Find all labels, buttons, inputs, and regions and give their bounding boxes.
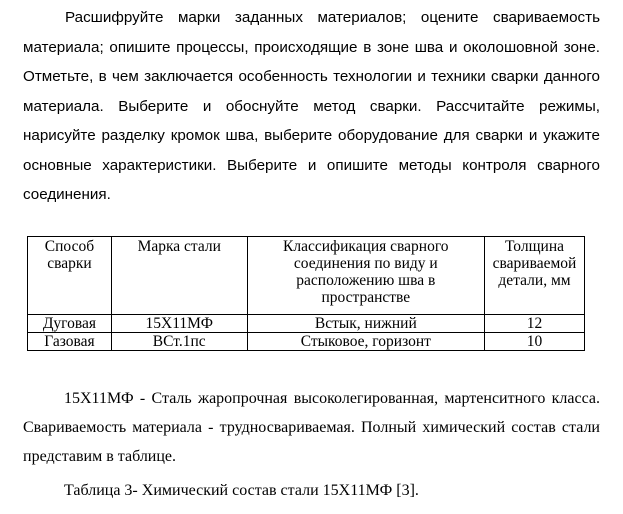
task-paragraph: Расшифруйте марки заданных материалов; оцените свариваемость материала; опишите процессы, происходящие в зоне шва и околошовной зоне. Отметьте, в чем заключается особенность технологии и техники сварки данного материала. Выберите и обоснуйте метод сварки. Рассчитайте режимы, нарисуйте разделку кромок шва, выберите оборудование для сварки и укажите основные характеристики. Выберите и опишите методы контроля сварного соединения. [23, 9, 600, 203]
table-header-row [28, 237, 585, 315]
welding-parameters-table [27, 236, 585, 351]
header-cell-thickness: Толщина свариваемой детали, мм [485, 237, 585, 315]
table-caption: Таблица 3- Химический состав стали 15Х11МФ [3]. [64, 482, 419, 499]
cell-joint-classification: Стыковое, горизонт [247, 333, 484, 351]
header-cell-method: Способ сварки [28, 237, 112, 315]
cell-steel-grade: ВСт.1пс [111, 333, 247, 351]
steel-description-paragraph: 15Х11МФ - Сталь жаропрочная высоколегированная, мартенситного класса. Свариваемость материала - трудносвариваемая. Полный химический состав стали представим в таблице. [23, 390, 600, 465]
table-row [28, 333, 585, 351]
header-cell-joint-classification: Классификация сварного соединения по виду и расположению шва в пространстве [247, 237, 484, 315]
cell-thickness: 10 [485, 333, 585, 351]
cell-thickness: 12 [485, 315, 585, 333]
cell-method: Дуговая [28, 315, 112, 333]
cell-method: Газовая [28, 333, 112, 351]
header-cell-steel-grade: Марка стали [111, 237, 247, 315]
cell-steel-grade: 15Х11МФ [111, 315, 247, 333]
cell-joint-classification: Встык, нижний [247, 315, 484, 333]
table-row [28, 315, 585, 333]
